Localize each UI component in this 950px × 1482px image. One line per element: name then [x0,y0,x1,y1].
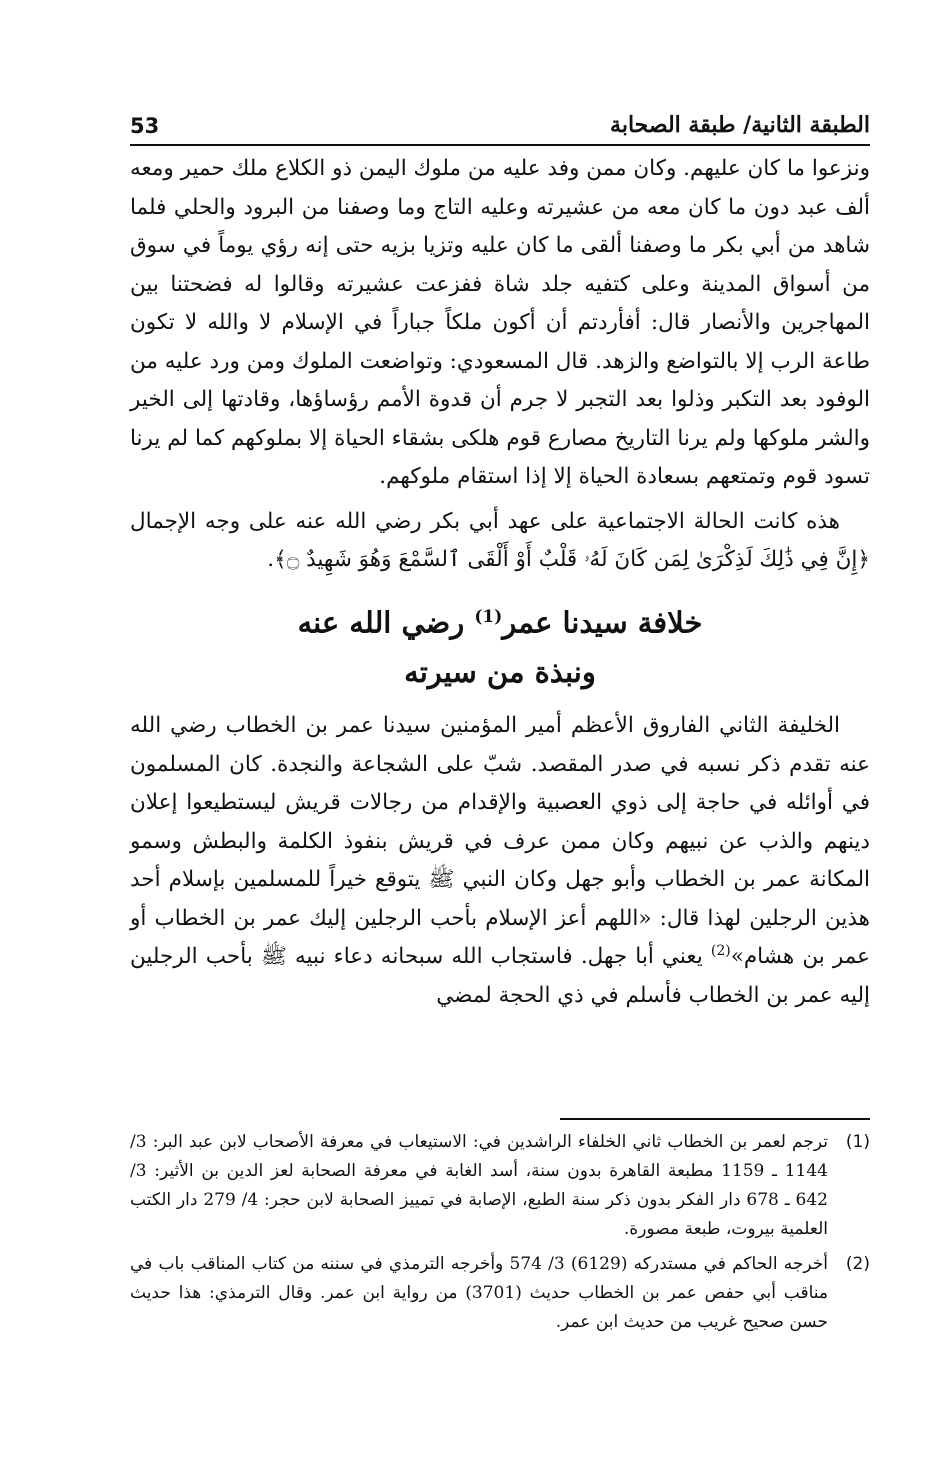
heading-text: خلافة سيدنا عمر [502,605,703,640]
footnote [130,1128,870,1244]
paragraph: هذه كانت الحالة الاجتماعية على عهد أبي بكر رضي الله عنه على وجه الإجمال ﴿إِنَّ فِي ذَٰلِكَ لَذِكْرَىٰ لِمَن كَانَ لَهُۥ قَلْبٌ أَوْ أَلْقَى ٱلسَّمْعَ وَهُوَ شَهِيدٌ ۝﴾. [130,508,870,572]
heading-line-1 [130,592,870,648]
heading-text-end: رضي الله عنه [297,605,465,640]
footnotes [130,1128,870,1343]
footnote-text: أخرجه الحاكم في مستدركه (6129) 3/ 574 وأخرجه الترمذي في سننه من كتاب المناقب باب في مناقب أبي حفص عمر بن الخطاب حديث (3701) من رواية ابن عمر. وقال الترمذي: هذا حديث حسن صحيح غريب من حديث ابن عمر. [130,1254,829,1332]
footnote-number: (1) [845,1132,870,1152]
heading-line-2: ونبذة من سيرته [404,655,596,690]
footnote-number: (2) [845,1254,870,1274]
footnote-divider [560,1118,870,1120]
running-title: الطبقة الثانية/ طبقة الصحابة [610,112,870,138]
paragraph-text: يعني أبا جهل. فاستجاب الله سبحانه دعاء نبيه ﷺ بأحب الرجلين إليه عمر بن الخطاب فأسلم في ذي الحجة لمضي [130,944,870,1008]
paragraph-text: الخليفة الثاني الفاروق الأعظم أمير المؤمنين سيدنا عمر بن الخطاب رضي الله عنه تقدم ذكر نسبه في صدر المقصد. شبّ على الشجاعة والنجدة. كان المسلمون في أوائله في حاجة إلى ذوي العصبية والإقدام من رجالات قريش ليستطيعوا إعلان دينهم والذب عن نبيهم وكان ممن عرف في قريش بنفوذ الكلمة والبطش وسمو المكانة عمر بن الخطاب وأبو جهل وكان النبي ﷺ يتوقع خيراً للمسلمين بإسلام أحد هذين الرجلين لهذا قال: «اللهم أعز الإسلام بأحب الرجلين إليك عمر بن الخطاب أو عمر بن هشام» [130,713,870,970]
paragraph: ونزعوا ما كان عليهم. وكان ممن وفد عليه من ملوك اليمن ذو الكلاع ملك حمير ومعه ألف عبد دون ما كان معه من عشيرته وعليه التاج وما وصفنا من البرود والحلي فلما شاهد من أبي بكر ما وصفنا ألقى ما كان عليه وتزيا بزيه حتى إنه رؤي يوماً في سوق من أسواق المدينة وعلى كتفيه جلد شاة ففزعت عشيرته وقالوا له فضحتنا بين المهاجرين والأنصار قال: أفأردتم أن أكون ملكاً جباراً في الإسلام لا والله لا تكون طاعة الرب إلا بالتواضع والزهد. قال المسعودي: وتواضعت الملوك ومن ورد عليه من الوفود بعد التكبر وذلوا بعد التجبر لا جرم أن قدوة الأمم رؤساؤها، وقادتها إلى الخير والشر ملوكها ولم يرنا التاريخ مصارع قوم هلكى بشقاء الحياة إلا بملوكهم كما لم يرنا تسود قوم وتمتعهم بسعادة الحياة إلا إذا استقام ملوكهم. [130,156,870,489]
page-number: 53 [130,114,160,138]
section-heading [130,592,870,698]
page-header [130,98,870,146]
main-text [130,150,870,1015]
paragraph [130,707,870,1015]
footnote-text: ترجم لعمر بن الخطاب ثاني الخلفاء الراشدين في: الاستيعاب في معرفة الأصحاب لابن عبد البر: 3/ 1144 ـ 1159 مطبعة القاهرة بدون سنة، أسد الغابة في معرفة الصحابة لعز الدين بن الأثير: 3/ 642 ـ 678 دار الفكر بدون ذكر سنة الطبع، الإصابة في تمييز الصحابة لابن حجر: 4/ 279 دار الكتب العلمية بيروت، طبعة مصورة. [130,1132,828,1239]
footnote-ref: (1) [474,606,503,627]
footnote-ref: (2) [710,943,731,959]
footnote [130,1250,870,1337]
